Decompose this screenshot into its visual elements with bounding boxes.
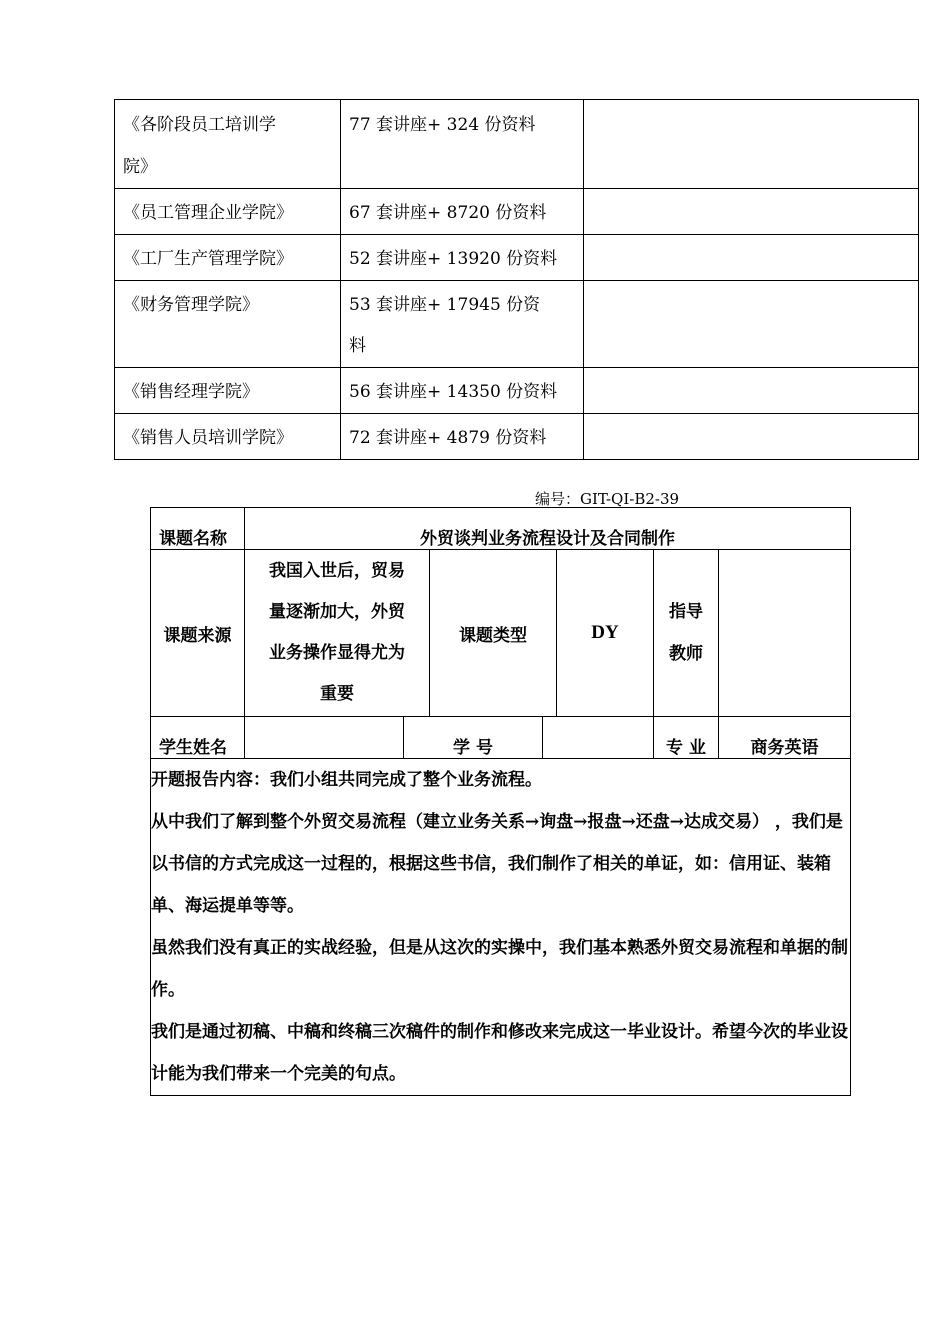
- catalog-name-cell: [115, 100, 341, 189]
- catalog-name-cell: [115, 281, 341, 368]
- catalog-resource: 77 套讲座+ 324 份资料: [349, 115, 536, 135]
- source-line: 量逐渐加大，外贸: [269, 602, 405, 622]
- catalog-name: 《各阶段员工培训学: [123, 115, 276, 135]
- catalog-resource: 53 套讲座+ 17945 份资: [349, 295, 541, 315]
- student-id-value: [543, 717, 654, 759]
- catalog-row: [115, 100, 919, 189]
- catalog-resource-cell: [341, 281, 584, 368]
- catalog-empty-cell: [584, 100, 919, 189]
- advisor-label-line: 指导: [669, 602, 703, 622]
- student-row: [151, 717, 851, 759]
- student-name-value-cell: [245, 717, 404, 759]
- proposal-form-table: [150, 507, 851, 1096]
- report-paragraph: 从中我们了解到整个外贸交易流程（建立业务关系→询盘→报盘→还盘→达成交易） ，我们是以书信的方式完成这一过程的，根据这些书信，我们制作了相关的单证，如：信用证、装箱单、海运提单等等。: [151, 812, 843, 916]
- catalog-name-cell: [115, 189, 341, 235]
- catalog-table: [114, 99, 919, 460]
- source-row: [151, 550, 851, 717]
- catalog-name: 《销售经理学院》: [123, 382, 259, 402]
- catalog-resource-cell: [341, 414, 584, 460]
- topic-row: [151, 508, 851, 550]
- report-content: [151, 759, 851, 1096]
- catalog-resource: 67 套讲座+ 8720 份资料: [349, 203, 547, 223]
- catalog-resource-cell: [341, 368, 584, 414]
- catalog-empty-cell: [584, 235, 919, 281]
- catalog-row: [115, 281, 919, 368]
- catalog-resource-cell: [341, 235, 584, 281]
- catalog-resource-cell: [341, 189, 584, 235]
- major-label: 专 业: [654, 717, 719, 759]
- catalog-name: 《员工管理企业学院》: [123, 203, 293, 223]
- catalog-empty-cell: [584, 368, 919, 414]
- source-line: 业务操作显得尤为: [269, 643, 405, 663]
- catalog-name: 《销售人员培训学院》: [123, 428, 293, 448]
- catalog-row: [115, 414, 919, 460]
- report-row: [151, 759, 851, 1096]
- source-label: 课题来源: [151, 550, 245, 717]
- report-paragraph: 虽然我们没有真正的实战经验，但是从这次的实操中，我们基本熟悉外贸交易流程和单据的制作。: [151, 938, 848, 1000]
- catalog-name-cell: [115, 414, 341, 460]
- catalog-name-cell: [115, 368, 341, 414]
- type-label: 课题类型: [430, 550, 557, 717]
- catalog-resource-cont: 料: [349, 336, 366, 356]
- major-value: 商务英语: [719, 717, 851, 759]
- serial-number: 编号：GIT-QI-B2-39: [535, 490, 680, 508]
- catalog-resource: 52 套讲座+ 13920 份资料: [349, 249, 558, 269]
- catalog-empty-cell: [584, 281, 919, 368]
- type-value: DY: [557, 550, 654, 717]
- catalog-resource: 56 套讲座+ 14350 份资料: [349, 382, 558, 402]
- catalog-name: 《工厂生产管理学院》: [123, 249, 293, 269]
- catalog-resource: 72 套讲座+ 4879 份资料: [349, 428, 547, 448]
- source-value: [245, 550, 430, 717]
- source-line: 我国入世后，贸易: [269, 561, 405, 581]
- advisor-label: [654, 550, 719, 717]
- catalog-row: [115, 189, 919, 235]
- catalog-name-cont: 院》: [123, 157, 157, 177]
- report-paragraph: 开题报告内容：我们小组共同完成了整个业务流程。: [151, 770, 542, 790]
- catalog-row: [115, 235, 919, 281]
- catalog-empty-cell: [584, 414, 919, 460]
- student-id-label: 学 号: [404, 717, 543, 759]
- advisor-label-line: 教师: [669, 644, 703, 664]
- source-line: 重要: [320, 684, 354, 704]
- catalog-name: 《财务管理学院》: [123, 295, 259, 315]
- topic-value: 外贸谈判业务流程设计及合同制作: [245, 508, 851, 550]
- topic-label: 课题名称: [151, 508, 245, 550]
- report-paragraph: 我们是通过初稿、中稿和终稿三次稿件的制作和修改来完成这一毕业设计。希望今次的毕业设计能为我们带来一个完美的句点。: [151, 1022, 848, 1084]
- catalog-empty-cell: [584, 189, 919, 235]
- catalog-row: [115, 368, 919, 414]
- student-name-label: 学生姓名: [151, 717, 245, 759]
- catalog-name-cell: [115, 235, 341, 281]
- catalog-resource-cell: [341, 100, 584, 189]
- advisor-value: [719, 550, 851, 717]
